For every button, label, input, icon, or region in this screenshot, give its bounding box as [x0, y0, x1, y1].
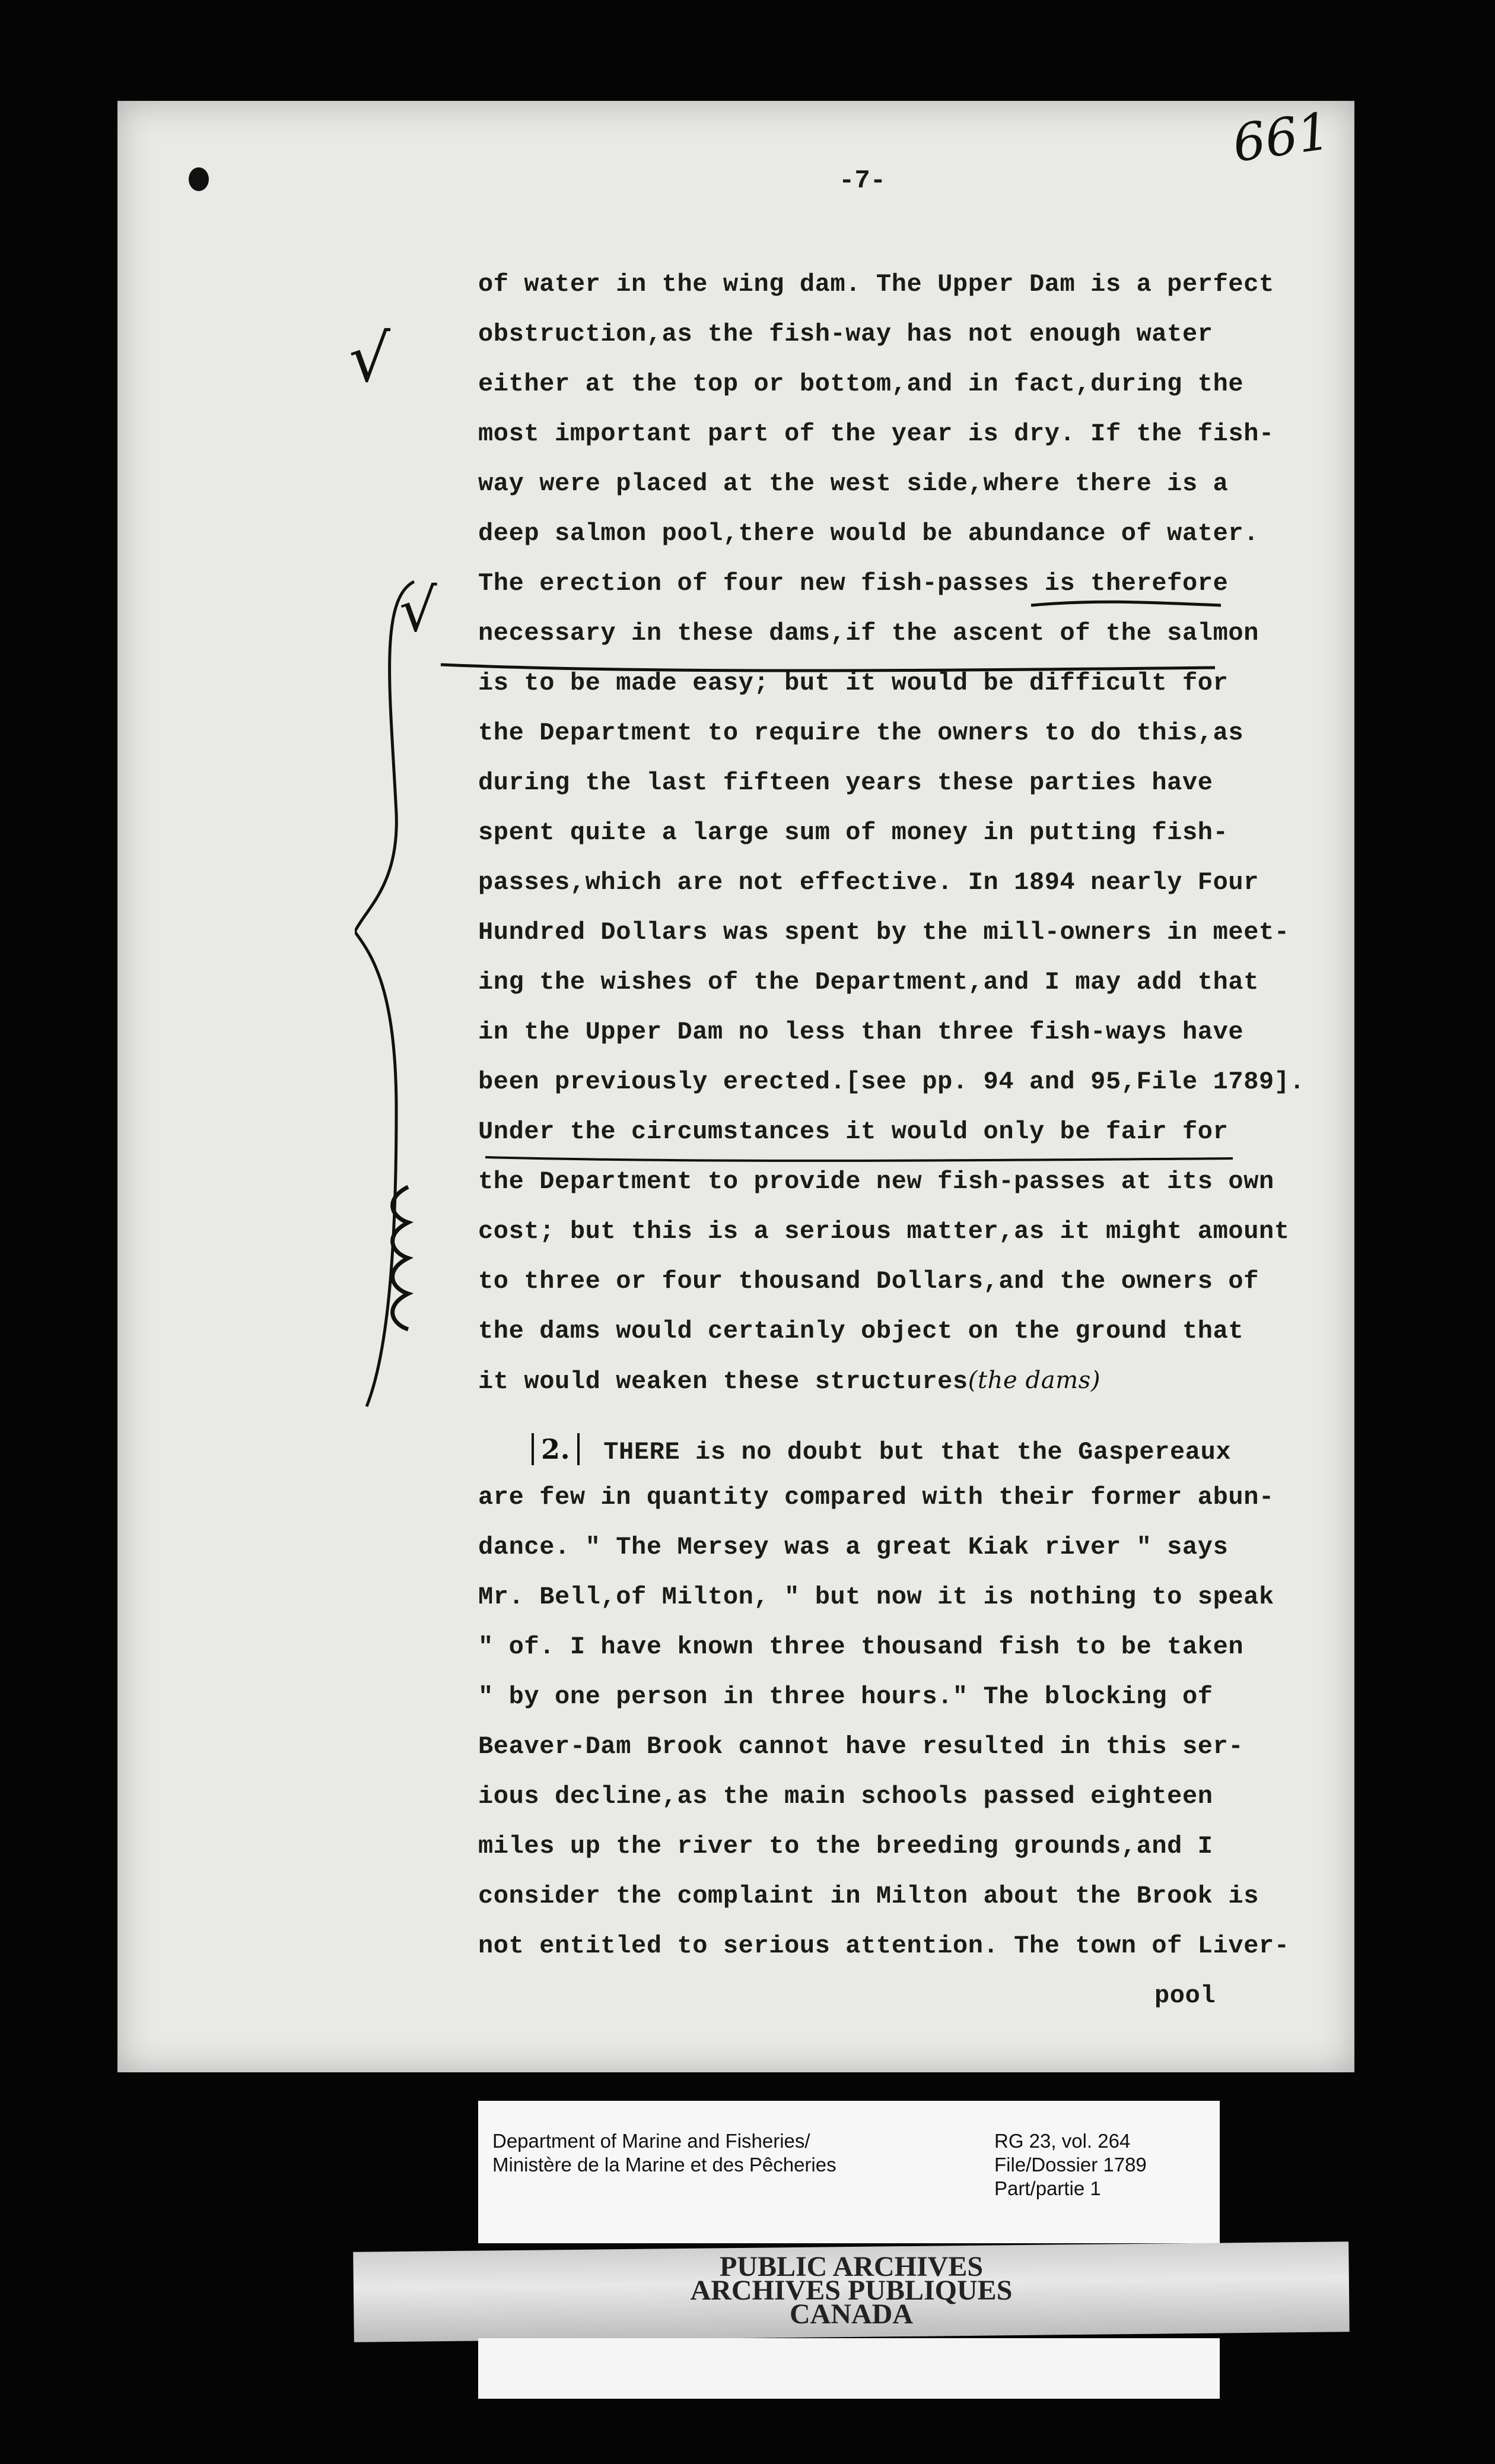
text-line: in the Upper Dam no less than three fish-ways have	[478, 1018, 1244, 1046]
page-number: -7-	[839, 166, 886, 196]
catchword: pool	[1154, 1982, 1216, 2010]
folio-number: 661	[1229, 101, 1334, 174]
text-line: most important part of the year is dry. If the fish-	[478, 420, 1274, 448]
text-line: is to be made easy; but it would be difficult for	[478, 669, 1229, 697]
text-line: The erection of four new fish-passes is therefore	[478, 569, 1229, 598]
text-line: obstruction,as the fish-way has not enough water	[478, 320, 1213, 348]
text-line: passes,which are not effective. In 1894 nearly Four	[478, 868, 1259, 897]
text-segment: THERE is no doubt but that the Gaspereaux	[603, 1438, 1232, 1466]
text-line: deep salmon pool,there would be abundance of water.	[478, 519, 1259, 548]
text-line: the Department to require the owners to do this,as	[478, 719, 1244, 747]
archive-stamp	[641, 2251, 1062, 2330]
text-line: the dams would certainly object on the ground that	[478, 1317, 1244, 1345]
margin-checkmark: √	[399, 576, 437, 645]
text-line: spent quite a large sum of money in putting fish-	[478, 818, 1229, 847]
text-line: are few in quantity compared with their former abun-	[478, 1483, 1274, 1512]
document-page	[117, 101, 1354, 2072]
reference-volume: RG 23, vol. 264	[994, 2130, 1131, 2152]
archive-label	[478, 2101, 1220, 2243]
text-line: " by one person in three hours." The blocking of	[478, 1682, 1213, 1711]
text-line: way were placed at the west side,where there is a	[478, 469, 1229, 498]
paragraph-marker: 2.	[532, 1433, 580, 1465]
text-line: the Department to provide new fish-passes at its own	[478, 1167, 1274, 1196]
text-line: not entitled to serious attention. The town of Liver-	[478, 1932, 1290, 1960]
text-line: to three or four thousand Dollars,and the owners of	[478, 1267, 1259, 1295]
text-line: of water in the wing dam. The Upper Dam is a perfect	[478, 270, 1274, 299]
stamp-line: PUBLIC ARCHIVES	[719, 2251, 984, 2282]
text-line: either at the top or bottom,and in fact,during the	[478, 370, 1244, 398]
text-line: Beaver-Dam Brook cannot have resulted in this ser-	[478, 1732, 1244, 1761]
text-line: " of. I have known three thousand fish to be taken	[478, 1633, 1244, 1661]
reference-file: File/Dossier 1789	[994, 2154, 1147, 2176]
department-fr: Ministère de la Marine et des Pêcheries	[492, 2154, 836, 2176]
text-line: necessary in these dams,if the ascent of the salmon	[478, 619, 1259, 647]
stamp-line: ARCHIVES PUBLIQUES	[690, 2275, 1013, 2306]
text-line: ing the wishes of the Department,and I may add that	[478, 968, 1259, 996]
text-line: miles up the river to the breeding grounds,and I	[478, 1832, 1213, 1860]
text-segment: it would weaken these structures	[478, 1367, 968, 1396]
text-line: during the last fifteen years these parties have	[478, 769, 1213, 797]
text-line: dance. " The Mersey was a great Kiak river " says	[478, 1533, 1229, 1561]
text-line: Under the circumstances it would only be fair for	[478, 1117, 1229, 1146]
text-line: Hundred Dollars was spent by the mill-owners in meet-	[478, 918, 1290, 947]
margin-checkmark: √	[349, 320, 391, 396]
text-line	[478, 1367, 1100, 1396]
handwritten-insert: (the dams)	[968, 1367, 1101, 1394]
text-line: cost; but this is a serious matter,as it might amount	[478, 1217, 1290, 1246]
reference-part: Part/partie 1	[994, 2177, 1101, 2199]
stamp-line: CANADA	[790, 2298, 913, 2330]
text-line: consider the complaint in Milton about the Brook is	[478, 1882, 1259, 1910]
text-line: ious decline,as the main schools passed eighteen	[478, 1782, 1213, 1811]
department-en: Department of Marine and Fisheries/	[492, 2130, 810, 2152]
text-line: Mr. Bell,of Milton, " but now it is nothing to speak	[478, 1583, 1274, 1611]
text-line	[532, 1433, 1231, 1466]
label-strip	[478, 2338, 1220, 2399]
text-line: been previously erected.[see pp. 94 and 95,File 1789].	[478, 1068, 1305, 1096]
